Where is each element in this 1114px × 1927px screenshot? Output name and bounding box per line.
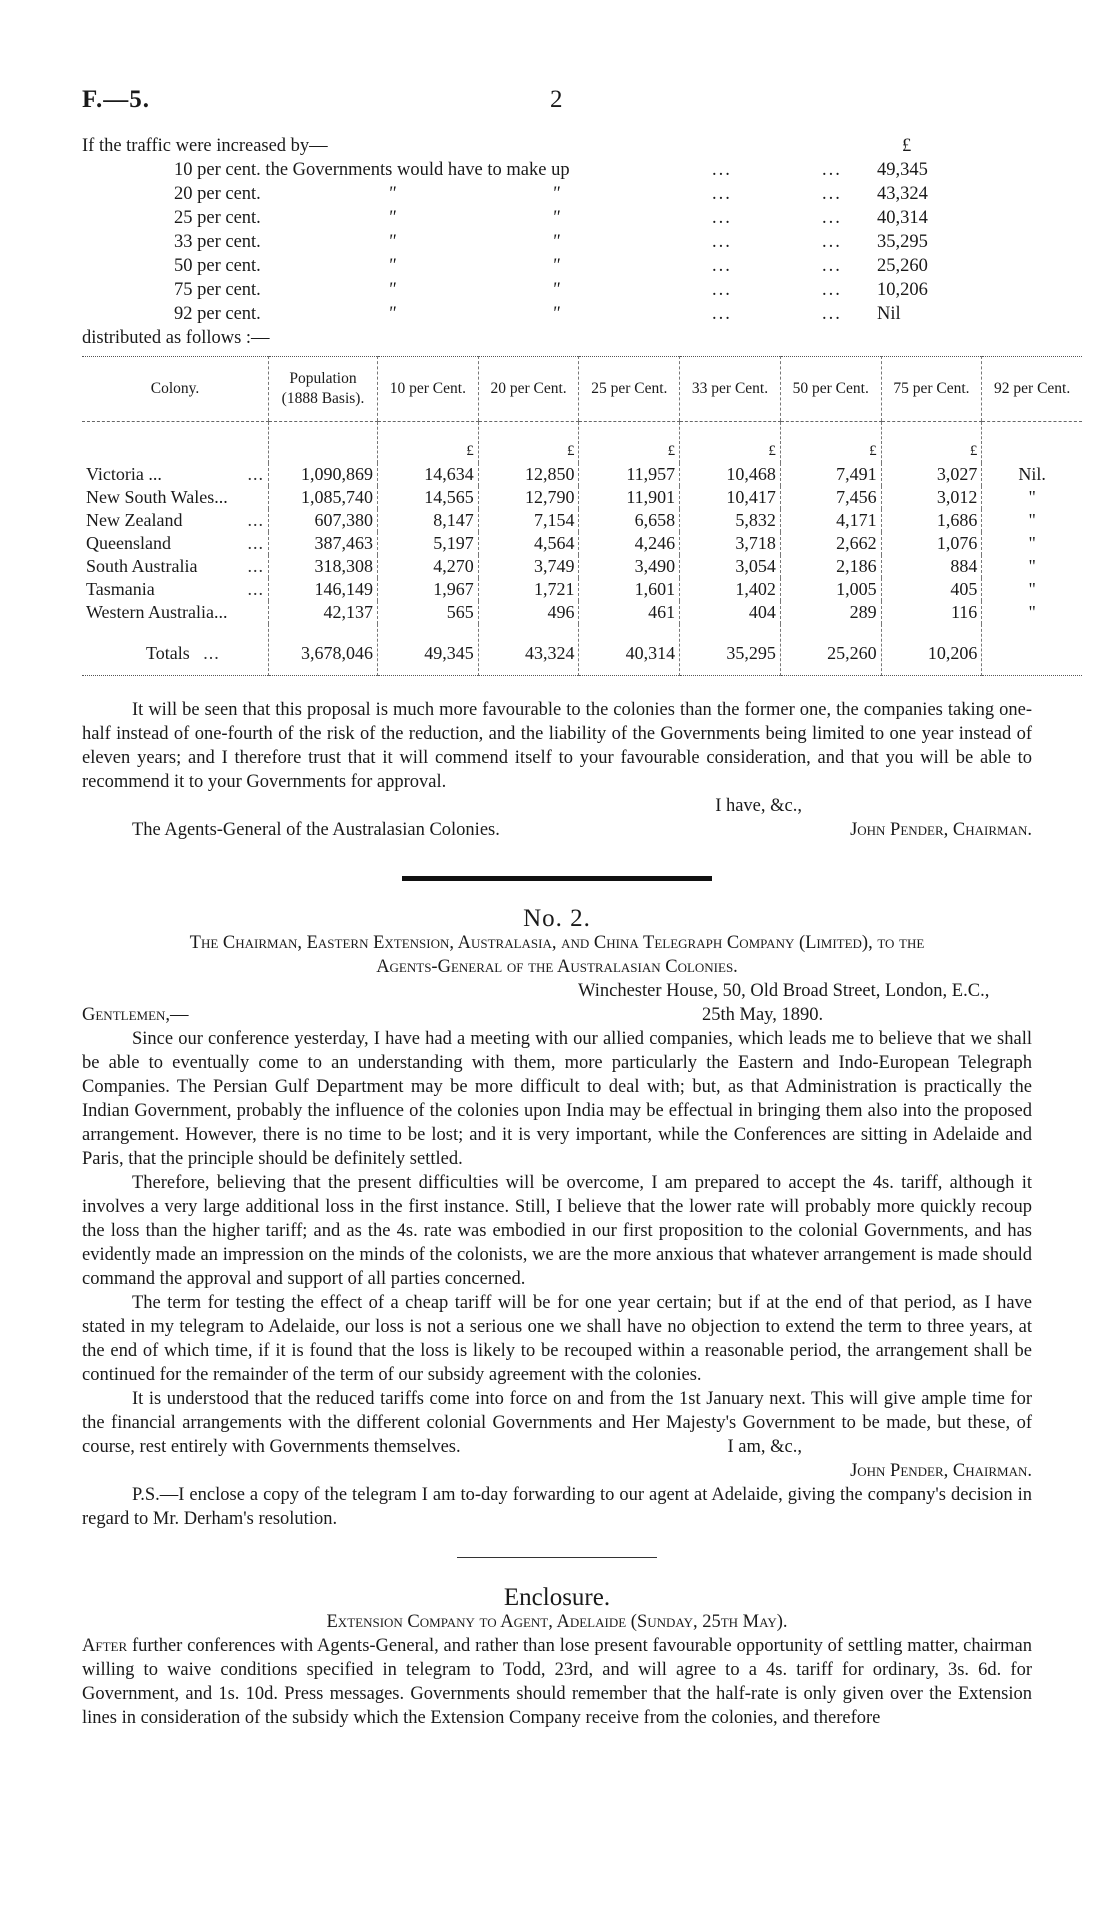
value-25-cell: 461: [579, 601, 680, 624]
colony-cell: [82, 463, 269, 486]
currency-cell: £: [680, 422, 781, 464]
traffic-percent: 92 per cent.: [174, 304, 261, 324]
value-92-cell: ": [982, 532, 1082, 555]
letter1-body: It will be seen that this proposal is much more favourable to the colonies than the former one, the companies taking one-half instead of one-fourth of the risk of the reduction, and the liability of the Governments being limited to one year instead of eleven years; and I therefore trust that it will commend itself to your favourable consideration, and that you will be able to recommend it to your Governments for approval.: [82, 700, 1032, 792]
col-header-33: 33 per Cent.: [680, 357, 781, 422]
ditto-mark: ": [388, 184, 396, 204]
traffic-amount: 10,206: [877, 280, 928, 300]
enclosure-heading: Extension Company to Agent, Adelaide (Sunday, 25th May).: [326, 1612, 788, 1632]
letter1-addressee: The Agents-General of the Australasian Colonies.: [132, 820, 500, 840]
value-33-cell: 10,417: [680, 486, 781, 509]
enclosure-body: [82, 1634, 1032, 1730]
table-body: [82, 422, 1082, 625]
colony-name: New South Wales...: [86, 487, 228, 507]
letter2-salutation: Gentlemen,—: [82, 1005, 189, 1025]
traffic-percent: 10 per cent. the Governments would have to make up: [174, 160, 570, 180]
col-header-92: 92 per Cent.: [982, 357, 1082, 422]
value-10-cell: 14,565: [378, 486, 479, 509]
letter2-paragraph: Therefore, believing that the present difficulties will be overcome, I am prepared to accept the 4s. tariff, although it involves a very large additional loss in the first instance. Still, I believe that the lower rate will probably more quickly recoup the loss than the higher tariff; and as the 4s. rate was embodied in our first proposition to the colonial Governments, and has evidently made an impression on the minds of the colonists, we are the more anxious that whatever arrangement is made should command the approval and support of all parties concerned.: [82, 1173, 1032, 1289]
section-divider: [457, 1557, 657, 1558]
totals-50: 25,260: [780, 624, 881, 676]
colony-cell: [82, 555, 269, 578]
currency-cell: £: [881, 422, 982, 464]
traffic-distributed-line: [82, 326, 1032, 350]
leader-dots: ...: [822, 208, 842, 228]
letter2-heading-line1: The Chairman, Eastern Extension, Australasia, and China Telegraph Company (Limited), to the: [189, 933, 925, 953]
value-75-cell: 116: [881, 601, 982, 624]
traffic-percent: 75 per cent.: [174, 280, 261, 300]
value-75-cell: 884: [881, 555, 982, 578]
col-header-10: 10 per Cent.: [378, 357, 479, 422]
ditto-mark: ": [552, 304, 560, 324]
traffic-percent: 50 per cent.: [174, 256, 261, 276]
value-25-cell: 11,901: [579, 486, 680, 509]
value-50-cell: 2,662: [780, 532, 881, 555]
col-header-population: Population (1888 Basis).: [269, 357, 378, 422]
population-cell: 1,085,740: [269, 486, 378, 509]
colony-name: Queensland: [86, 533, 171, 553]
letter2-heading-line2: Agents-General of the Australasian Colonies.: [376, 957, 738, 977]
value-92-cell: ": [982, 555, 1082, 578]
population-cell: 607,380: [269, 509, 378, 532]
totals-10: 49,345: [378, 624, 479, 676]
table-row: [82, 509, 1082, 532]
leader-dots: ...: [712, 184, 732, 204]
leader-dots: ...: [247, 579, 264, 599]
letter2-title: No. 2.: [523, 905, 591, 932]
traffic-intro-line: [82, 134, 1032, 158]
currency-cell: [982, 422, 1082, 464]
population-cell: 318,308: [269, 555, 378, 578]
value-92-cell: ": [982, 509, 1082, 532]
enclosure-text: further conferences with Agents-General, and rather than lose present favourable opportunity of settling matter, chairman willing to waive conditions specified in telegram to Todd, 23rd, and will agree to a 4s. tariff for ordinary, 3s. 6d. for Government, and 1s. 10d. Press messages. Governments should remember that the half-rate is only given over the Extension lines in consideration of the subsidy which the Extension Company receive from the colonies, and therefore: [82, 1636, 1032, 1728]
letter2-closing-line: [82, 1435, 1032, 1459]
traffic-row: [82, 158, 1032, 182]
letter1-closing: I have, &c.,: [715, 796, 802, 816]
ditto-mark: ": [388, 304, 396, 324]
traffic-row: [82, 278, 1032, 302]
colony-distribution-table: [82, 356, 1082, 676]
ditto-mark: ": [552, 208, 560, 228]
table-row: [82, 555, 1082, 578]
letter2-paragraph: Since our conference yesterday, I have had a meeting with our allied companies, which leads me to believe that we shall be able to eventually come to an understanding with them, more particularly the Eastern and Indo-European Telegraph Companies. The Persian Gulf Department may be more difficult to deal with; but, as that Administration is practically the Indian Government, probably the influence of the colonies upon India may be effectual in bringing them also into the proposed arrangement. However, there is no time to be lost; and it is very important, while the Conferences are sitting in Adelaide and Paris, that the principle should be definitely settled.: [82, 1029, 1032, 1169]
currency-symbol: £: [902, 136, 912, 156]
letter2-address-line: [82, 979, 1032, 1003]
colony-cell: [82, 601, 269, 624]
totals-75: 10,206: [881, 624, 982, 676]
value-92-cell: ": [982, 601, 1082, 624]
table-row: [82, 578, 1082, 601]
value-25-cell: 11,957: [579, 463, 680, 486]
leader-dots: ...: [247, 533, 264, 553]
table-row: [82, 532, 1082, 555]
currency-row: [82, 422, 1082, 464]
totals-row: [82, 624, 1082, 676]
totals-label: Totals: [146, 643, 190, 663]
traffic-amount: 25,260: [877, 256, 928, 276]
col-header-75: 75 per Cent.: [881, 357, 982, 422]
traffic-percent: 25 per cent.: [174, 208, 261, 228]
letter2-closing: I am, &c.,: [727, 1437, 802, 1457]
traffic-amount: Nil: [877, 304, 901, 324]
letter1-signature: John Pender, Chairman.: [850, 820, 1032, 840]
col-header-20: 20 per Cent.: [478, 357, 579, 422]
ditto-mark: ": [552, 280, 560, 300]
value-75-cell: 1,076: [881, 532, 982, 555]
totals-33: 35,295: [680, 624, 781, 676]
leader-dots: ...: [712, 232, 732, 252]
letter2-address: Winchester House, 50, Old Broad Street, London, E.C.,: [578, 981, 990, 1001]
ditto-mark: ": [552, 256, 560, 276]
value-50-cell: 4,171: [780, 509, 881, 532]
value-10-cell: 4,270: [378, 555, 479, 578]
col-header-50: 50 per Cent.: [780, 357, 881, 422]
enclosure-lead: After: [82, 1636, 128, 1656]
value-10-cell: 5,197: [378, 532, 479, 555]
totals-label-cell: [82, 624, 269, 676]
traffic-percent: 20 per cent.: [174, 184, 261, 204]
leader-dots: ...: [712, 256, 732, 276]
traffic-rows: [82, 158, 1032, 326]
traffic-increase-list: [82, 134, 1032, 350]
colony-cell: [82, 532, 269, 555]
value-50-cell: 289: [780, 601, 881, 624]
value-92-cell: ": [982, 578, 1082, 601]
leader-dots: ...: [822, 256, 842, 276]
letter1-closing-line: [82, 794, 1032, 818]
value-20-cell: 12,790: [478, 486, 579, 509]
value-20-cell: 1,721: [478, 578, 579, 601]
currency-cell: [269, 422, 378, 464]
leader-dots: ...: [712, 280, 732, 300]
letter2-paragraph: The term for testing the effect of a cheap tariff will be for one year certain; but if at the end of that period, as I have stated in my telegram to Adelaide, our loss is not a serious one we shall have no objection to extend the term to three years, at the end of which time, if it is found that the loss is likely to be recouped within a reasonable period, the arrangement shall be continued for the remainder of the term of our subsidy agreement with the colonies.: [82, 1293, 1032, 1385]
leader-dots: ...: [712, 208, 732, 228]
table-row: [82, 601, 1082, 624]
value-33-cell: 3,718: [680, 532, 781, 555]
ditto-mark: ": [388, 280, 396, 300]
value-33-cell: 5,832: [680, 509, 781, 532]
totals-dots: ...: [203, 643, 220, 663]
ditto-mark: ": [552, 232, 560, 252]
ditto-mark: ": [552, 184, 560, 204]
colony-name: South Australia: [86, 556, 198, 576]
value-25-cell: 6,658: [579, 509, 680, 532]
value-20-cell: 4,564: [478, 532, 579, 555]
value-10-cell: 14,634: [378, 463, 479, 486]
value-25-cell: 1,601: [579, 578, 680, 601]
ditto-mark: ": [388, 256, 396, 276]
traffic-amount: 40,314: [877, 208, 928, 228]
section-divider: [402, 876, 712, 881]
value-92-cell: Nil.: [982, 463, 1082, 486]
leader-dots: ...: [712, 160, 732, 180]
value-75-cell: 1,686: [881, 509, 982, 532]
leader-dots: ...: [822, 184, 842, 204]
currency-cell: £: [579, 422, 680, 464]
value-50-cell: 1,005: [780, 578, 881, 601]
letter2-signature-line: [82, 1459, 1032, 1483]
value-20-cell: 3,749: [478, 555, 579, 578]
colony-cell: [82, 578, 269, 601]
traffic-percent: 33 per cent.: [174, 232, 261, 252]
colony-name: Western Australia...: [86, 602, 228, 622]
value-92-cell: ": [982, 486, 1082, 509]
currency-cell: £: [780, 422, 881, 464]
traffic-row: [82, 302, 1032, 326]
table-row: [82, 463, 1082, 486]
value-75-cell: 3,012: [881, 486, 982, 509]
value-10-cell: 565: [378, 601, 479, 624]
letter2-postscript: P.S.—I enclose a copy of the telegram I am to-day forwarding to our agent at Adelaide, giving the company's decision in regard to Mr. Derham's resolution.: [82, 1485, 1032, 1529]
population-cell: 42,137: [269, 601, 378, 624]
currency-cell: £: [478, 422, 579, 464]
totals-25: 40,314: [579, 624, 680, 676]
traffic-row: [82, 254, 1032, 278]
value-20-cell: 7,154: [478, 509, 579, 532]
value-25-cell: 3,490: [579, 555, 680, 578]
traffic-amount: 35,295: [877, 232, 928, 252]
letter2-paragraph: It is understood that the reduced tariffs come into force on and from the 1st January next. This will give ample time for the financial arrangements with the different colonial Governments and Her Majesty's Government to be made, but these, of course, rest entirely with Governments themselves.: [82, 1389, 1032, 1457]
colony-cell: [82, 509, 269, 532]
colony-name: New Zealand: [86, 510, 183, 530]
currency-cell: [82, 422, 269, 464]
colony-name: Tasmania: [86, 579, 155, 599]
totals-92: [982, 624, 1082, 676]
leader-dots: ...: [822, 160, 842, 180]
value-10-cell: 8,147: [378, 509, 479, 532]
value-50-cell: 7,491: [780, 463, 881, 486]
traffic-row: [82, 182, 1032, 206]
letter2-signature: John Pender, Chairman.: [850, 1461, 1032, 1481]
population-cell: 387,463: [269, 532, 378, 555]
colony-name: Victoria ...: [86, 464, 162, 484]
value-33-cell: 1,402: [680, 578, 781, 601]
traffic-row: [82, 230, 1032, 254]
leader-dots: ...: [247, 464, 264, 484]
totals-population: 3,678,046: [269, 624, 378, 676]
value-20-cell: 496: [478, 601, 579, 624]
document-reference: F.—5.: [82, 86, 150, 113]
totals-20: 43,324: [478, 624, 579, 676]
ditto-mark: ": [388, 208, 396, 228]
value-10-cell: 1,967: [378, 578, 479, 601]
colony-cell: [82, 486, 269, 509]
page-number: 2: [550, 86, 563, 113]
leader-dots: ...: [822, 232, 842, 252]
leader-dots: ...: [822, 280, 842, 300]
leader-dots: ...: [247, 556, 264, 576]
ditto-mark: ": [388, 232, 396, 252]
letter1-signature-line: [82, 818, 1032, 842]
leader-dots: ...: [712, 304, 732, 324]
traffic-amount: 43,324: [877, 184, 928, 204]
population-cell: 146,149: [269, 578, 378, 601]
col-header-25: 25 per Cent.: [579, 357, 680, 422]
value-75-cell: 3,027: [881, 463, 982, 486]
value-25-cell: 4,246: [579, 532, 680, 555]
leader-dots: ...: [822, 304, 842, 324]
leader-dots: ...: [247, 510, 264, 530]
value-33-cell: 3,054: [680, 555, 781, 578]
page-header: [82, 88, 1032, 128]
value-50-cell: 7,456: [780, 486, 881, 509]
traffic-amount: 49,345: [877, 160, 928, 180]
value-33-cell: 404: [680, 601, 781, 624]
value-75-cell: 405: [881, 578, 982, 601]
letter2-date: 25th May, 1890.: [702, 1005, 824, 1025]
letter2-salutation-line: [82, 1003, 1032, 1027]
value-33-cell: 10,468: [680, 463, 781, 486]
table-header-row: [82, 357, 1082, 422]
value-50-cell: 2,186: [780, 555, 881, 578]
col-header-colony: Colony.: [82, 357, 269, 422]
distributed-label: distributed as follows :—: [82, 328, 270, 348]
table-row: [82, 486, 1082, 509]
enclosure-title: Enclosure.: [503, 1584, 611, 1611]
traffic-row: [82, 206, 1032, 230]
traffic-intro: If the traffic were increased by—: [82, 136, 328, 156]
currency-cell: £: [378, 422, 479, 464]
value-20-cell: 12,850: [478, 463, 579, 486]
population-cell: 1,090,869: [269, 463, 378, 486]
